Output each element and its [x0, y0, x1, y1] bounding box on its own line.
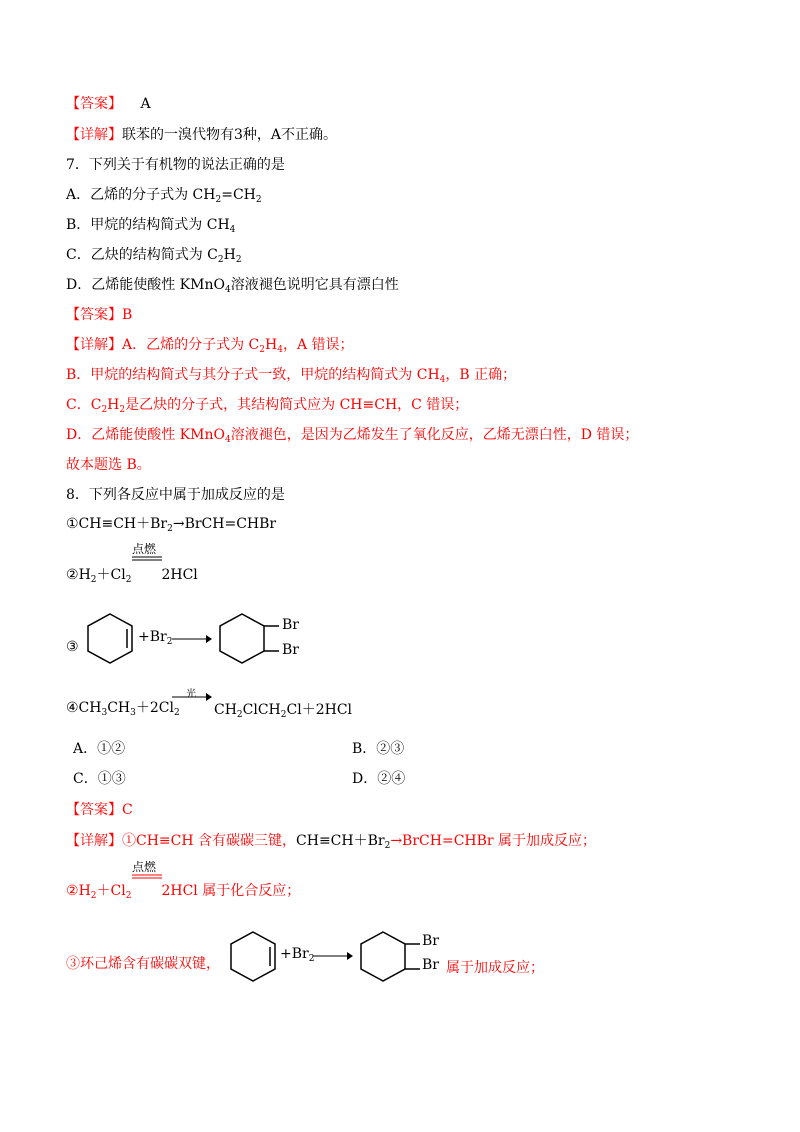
cyclohexene-structure: [85, 612, 135, 664]
answer-tag: 【答案】: [66, 96, 122, 112]
q7-option-c: C．乙炔的结构简式为 $C_2H_2$: [66, 247, 242, 265]
answer-value: C: [122, 802, 133, 818]
q7-conclusion: 故本题选 B。: [66, 457, 151, 473]
explain-tag: 【详解】: [66, 127, 122, 143]
q8-reaction-4-reactants: $④CH_3CH_3+2Cl_2$: [66, 700, 180, 718]
dibromocyclohexane-structure: [358, 930, 408, 982]
q7-explain-a: 【详解】A．乙烯的分子式为 $C_2H_4$，A 错误；: [66, 337, 354, 355]
q7-answer-line: [66, 306, 132, 324]
explain-tag: 【详解】: [66, 833, 122, 849]
q6-explain-line: [66, 126, 337, 144]
reaction-arrow: [172, 634, 212, 644]
q6-answer-line: [66, 95, 151, 113]
dibromocyclohexane-structure: [217, 612, 267, 664]
q8-reaction-4-products: $CH_2ClCH_2Cl+2HCl$: [214, 702, 353, 720]
equals-arrow: [132, 556, 162, 562]
q8-reaction-1: $①CH\equiv CH+Br_2\to BrCH=CHBr$: [66, 516, 277, 534]
q8-x2-condition: 点燃: [132, 860, 157, 874]
q8-option-d: D．②④: [352, 771, 406, 787]
q8-option-b: B．②③: [352, 741, 405, 757]
q7-stem: 7．下列关于有机物的说法正确的是: [66, 157, 285, 173]
equals-arrow: [132, 874, 162, 880]
q8-r2-condition: 点燃: [132, 542, 157, 556]
q7-option-b: B．甲烷的结构简式为 $CH_4$: [66, 217, 236, 235]
answer-value: B: [122, 307, 133, 323]
q7-explain-b: B．甲烷的结构简式与其分子式一致，甲烷的结构简式为 $CH_4$，B 正确；: [66, 367, 517, 385]
q8-r3-number: ③: [66, 639, 79, 655]
q8-r4-condition: 光: [186, 689, 196, 700]
q8-answer-line: [66, 801, 133, 819]
q8-r3-reagent: $+Br_2$: [138, 629, 173, 647]
q7-explain-d: D．乙烯能使酸性 KMnO$_4$溶液褪色，是因为乙烯发生了氧化反应，乙烯无漂白性，D 错误；: [66, 427, 639, 445]
bromine-label: Br: [282, 642, 299, 658]
q8-option-c: C．①③: [73, 771, 126, 787]
q7-option-a: A．乙烯的分子式为 $CH_2=CH_2$: [66, 187, 262, 205]
explain-text: 联苯的一溴代物有3种，A不正确。: [122, 127, 338, 143]
reaction-arrow: [313, 951, 353, 961]
bromine-label: Br: [422, 933, 439, 949]
q7-explain-c: C．$C_2H_2$是乙炔的分子式，其结构简式应为 CH≡CH，C 错误；: [66, 397, 469, 415]
q8-explain-1: 【详解】①CH≡CH 含有碳碳三键，$CH\equiv CH+Br_2\to BrCH=CHBr$ 属于加成反应；: [66, 833, 597, 851]
explain-tag: 【详解】: [66, 337, 122, 353]
q8-explain-3-text: ③环己烯含有碳碳双键，: [66, 956, 220, 972]
bromine-label: Br: [282, 617, 299, 633]
answer-value: A: [140, 96, 151, 112]
q8-explain-3-post: 属于加成反应；: [446, 960, 544, 976]
q8-reaction-2: $②H_2+Cl_2$ 2HCl: [66, 567, 198, 585]
answer-tag: 【答案】: [66, 307, 122, 323]
answer-tag: 【答案】: [66, 802, 122, 818]
q8-option-a: A．①②: [73, 741, 126, 757]
q8-explain-2: $②H_2+Cl_2$ 2HCl 属于化合反应；: [66, 883, 301, 901]
q8-x3-reagent: $+Br_2$: [280, 946, 315, 964]
q7-option-d: D．乙烯能使酸性 KMnO$_4$溶液褪色说明它具有漂白性: [66, 277, 399, 295]
bromine-label: Br: [422, 957, 439, 973]
cyclohexene-structure: [228, 930, 278, 982]
q8-stem: 8．下列各反应中属于加成反应的是: [66, 487, 285, 503]
